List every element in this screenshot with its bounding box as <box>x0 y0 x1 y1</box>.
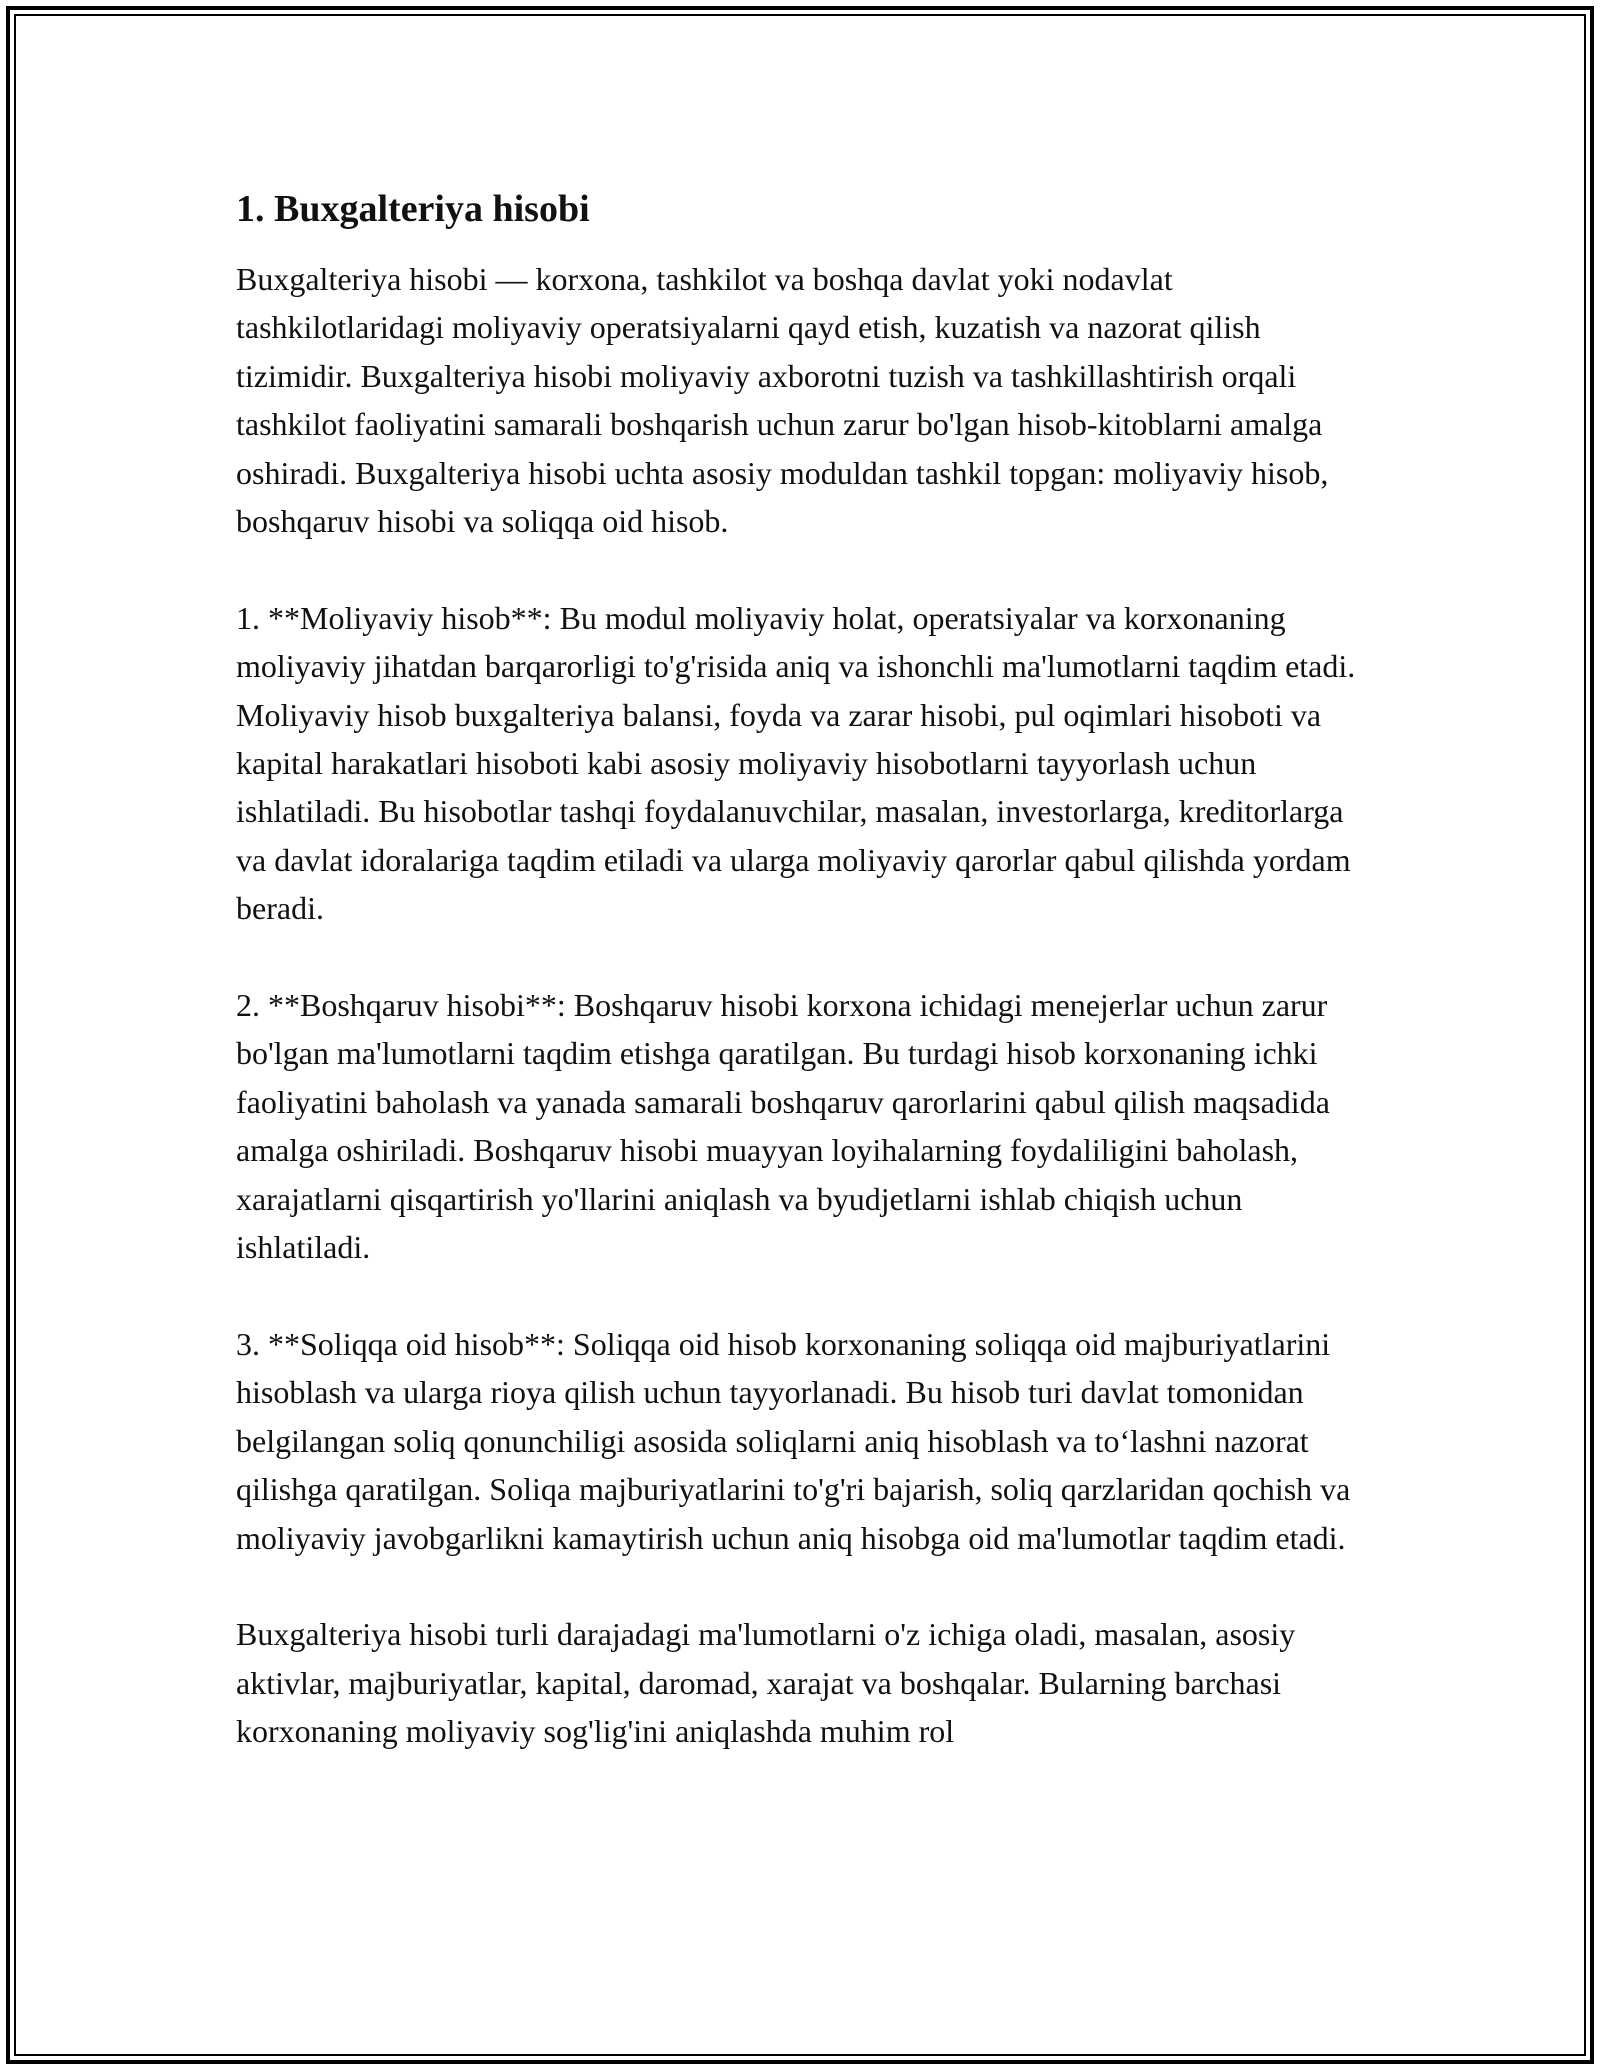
summary-paragraph: Buxgalteriya hisobi turli darajadagi ma'lumotlarni o'z ichiga oladi, masalan, asosiy aktivlar, majburiyatlar, kapital, daromad, xarajat va boshqalar. Bularning barchasi korxonaning moliyaviy sog'lig'ini aniqlashda muhim rol <box>236 1616 1296 1750</box>
section-heading: 1. Buxgalteriya hisobi <box>236 188 590 230</box>
management-accounting-paragraph: 2. **Boshqaruv hisobi**: Boshqaruv hisobi korxona ichidagi menejerlar uchun zarur bo'lgan ma'lumotlarni taqdim etishga qaratilgan. Bu turdagi hisob korxonaning ichki faoliyatini baholash va yanada samarali boshqaruv qarorlarini qabul qilish maqsadida amalga oshiriladi. Boshqaruv hisobi muayyan loyihalarning foydaliligini baholash, xarajatlarni qisqartirish yo'llarini aniqlash va byudjetlarni ishlab chiqish uchun ishlatiladi. <box>236 987 1330 1266</box>
tax-accounting-paragraph: 3. **Soliqqa oid hisob**: Soliqqa oid hisob korxonaning soliqqa oid majburiyatlarini hisoblash va ularga rioya qilish uchun tayyorlanadi. Bu hisob turi davlat tomonidan belgilangan soliq qonunchiligi asosida soliqlarni aniq hisoblash va to‘lashni nazorat qilishga qaratilgan. Soliqa majburiyatlarini to'g'ri bajarish, soliq qarzlaridan qochish va moliyaviy javobgarlikni kamaytirish uchun aniq hisobga oid ma'lumotlar taqdim etadi. <box>236 1325 1351 1556</box>
document-body <box>236 185 1376 1804</box>
financial-accounting-paragraph: 1. **Moliyaviy hisob**: Bu modul moliyaviy holat, operatsiyalar va korxonaning moliyaviy jihatdan barqarorligi to'g'risida aniq va ishonchli ma'lumotlarni taqdim etadi. Moliyaviy hisob buxgalteriya balansi, foyda va zarar hisobi, pul oqimlari hisoboti va kapital harakatlari hisoboti kabi asosiy moliyaviy hisobotlarni tayyorlash uchun ishlatiladi. Bu hisobotlar tashqi foydalanuvchilar, masalan, investorlarga, kreditorlarga va davlat idoralariga taqdim etiladi va ularga moliyaviy qarorlar qabul qilishda yordam beradi. <box>236 599 1356 927</box>
intro-paragraph: Buxgalteriya hisobi — korxona, tashkilot va boshqa davlat yoki nodavlat tashkilotlaridagi moliyaviy operatsiyalarni qayd etish, kuzatish va nazorat qilish tizimidir. Buxgalteriya hisobi moliyaviy axborotni tuzish va tashkillashtirish orqali tashkilot faoliyatini samarali boshqarish uchun zarur bo'lgan hisob-kitoblarni amalga oshiradi. Buxgalteriya hisobi uchta asosiy moduldan tashkil topgan: moliyaviy hisob, boshqaruv hisobi va soliqqa oid hisob. <box>236 261 1329 540</box>
